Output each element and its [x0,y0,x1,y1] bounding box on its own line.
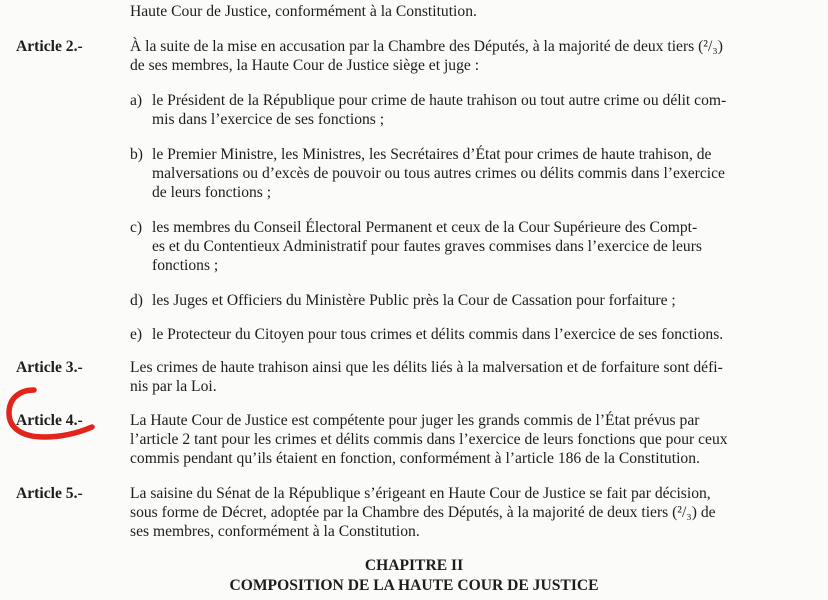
item-a-text-line: mis dans l’exercice de ses fonctions ; [152,111,385,128]
item-e-text-line: le Protecteur du Citoyen pour tous crimes et délits commis dans l’exercice de ses fonctions. [152,326,724,343]
item-b-text-line: le Premier Ministre, les Ministres, les Secrétaires d’État pour crimes de haute trahison, de [152,146,712,163]
article-3-label: Article 3.- [16,359,83,376]
item-c-text-line: les membres du Conseil Électoral Permanent et ceux de la Cour Supérieure des Compt- [152,219,698,236]
article-5-text-line: ses membres, conformément à la Constitution. [130,523,420,540]
article-4-text-line: commis pendant qu’ils étaient en fonction, conformément à l’article 186 de la Constitution. [130,450,700,467]
item-d-letter: d) [130,292,143,309]
article-3-text-line: nis par la Loi. [130,378,217,395]
item-e-letter: e) [130,326,143,343]
item-b-text-line: malversations ou d’excès de pouvoir ou tous autres crimes ou délits commis dans l’exercice [152,165,725,182]
article-3-text-line: Les crimes de haute trahison ainsi que les délits liés à la malversation et de forfaiture sont défi- [130,359,723,376]
intro-line: Haute Cour de Justice, conformément à la Constitution. [130,3,477,20]
article-2-text-line: À la suite de la mise en accusation par la Chambre des Députés, à la majorité de deux tiers (²/₃) [130,38,723,55]
item-a-text-line: le Président de la République pour crime de haute trahison ou tout autre crime ou délit com- [152,92,727,109]
item-a-letter: a) [130,92,143,109]
item-b-letter: b) [130,146,143,163]
article-2-text-line: de ses membres, la Haute Cour de Justice siège et juge : [130,57,480,74]
item-d-text-line: les Juges et Officiers du Ministère Public près la Cour de Cassation pour forfaiture ; [152,292,676,309]
article-5-text-line: sous forme de Décret, adoptée par la Chambre des Députés, à la majorité de deux tiers (²/₃) de [130,504,716,521]
item-b-text-line: de leurs fonctions ; [152,184,272,201]
item-c-text-line: fonctions ; [152,257,219,274]
article-4-text-line: l’article 2 tant pour les crimes et délits commis dans l’exercice de leurs fonctions que pour ceux [130,431,728,448]
article-5-text-line: La saisine du Sénat de la République s’érigeant en Haute Cour de Justice se fait par décision, [130,485,711,502]
article-4-text-line: La Haute Cour de Justice est compétente pour juger les grands commis de l’État prévus par [130,412,700,429]
chapter-title: COMPOSITION DE LA HAUTE COUR DE JUSTICE [229,577,599,594]
chapter-number: CHAPITRE II [364,557,464,574]
item-c-letter: c) [130,219,143,236]
article-4-label: Article 4.- [16,412,83,429]
item-c-text-line: es et du Contentieux Administratif pour fautes graves commises dans l’exercice de leurs [152,238,702,255]
article-5-label: Article 5.- [16,485,83,502]
article-2-label: Article 2.- [16,38,83,55]
